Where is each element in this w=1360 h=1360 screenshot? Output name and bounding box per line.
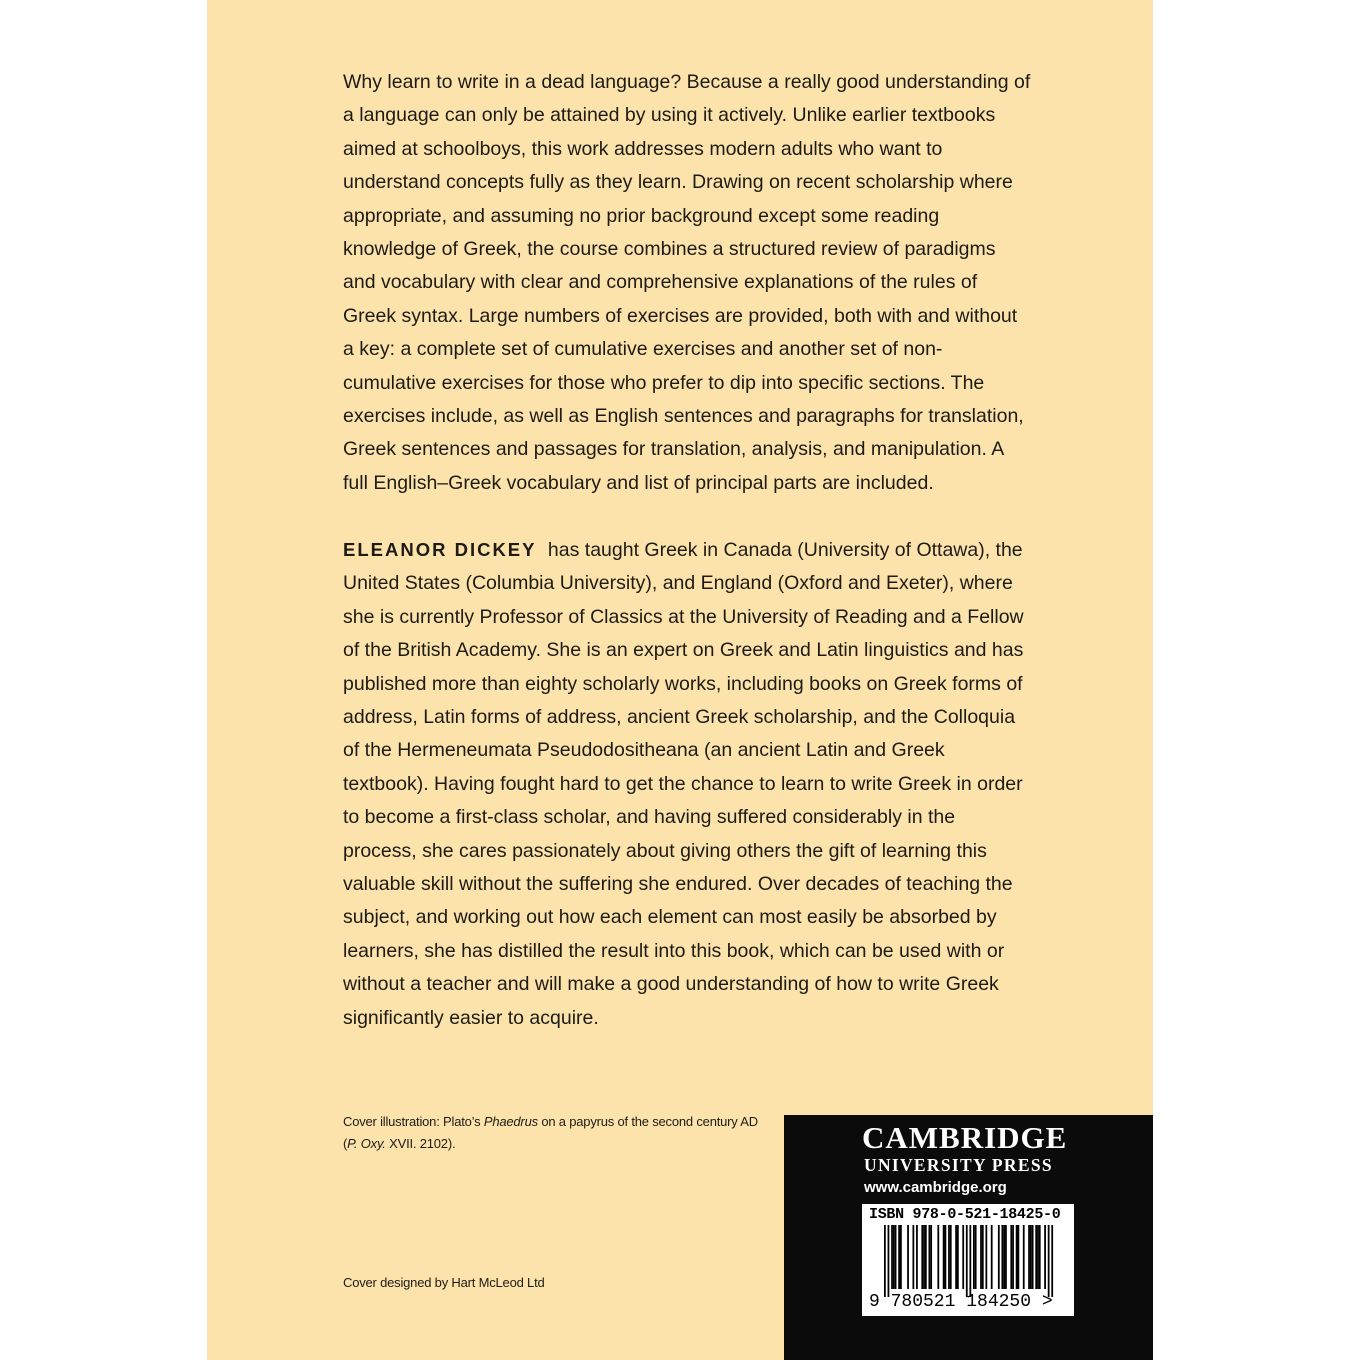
barcode-bar (1005, 1225, 1007, 1289)
barcode-bar (888, 1225, 890, 1297)
barcode-bar (982, 1225, 984, 1289)
barcode-bar (1001, 1225, 1003, 1289)
barcode-bar (948, 1225, 950, 1289)
cover-illustration-credit (343, 1111, 783, 1155)
barcode-bar (980, 1225, 982, 1289)
barcode-bar (900, 1225, 902, 1289)
illustration-ref-open: ( (343, 1136, 348, 1151)
barcode-bar (962, 1225, 964, 1289)
publisher-logo-name: CAMBRIDGE (862, 1120, 1068, 1155)
barcode-bar (884, 1225, 886, 1297)
barcode-bar (921, 1225, 923, 1289)
barcode-bar (1051, 1225, 1053, 1297)
barcode-bar (912, 1225, 914, 1289)
barcode-bar (1010, 1225, 1012, 1289)
barcode-bar (943, 1225, 945, 1289)
barcode-bar (966, 1225, 968, 1297)
barcode-bar (1044, 1225, 1046, 1289)
illustration-work-title: Phaedrus (483, 1114, 538, 1129)
author-bio: has taught Greek in Canada (University of Ottawa), the United States (Columbia University), and England (Oxford and Exeter), where she is currently Professor of Classics at the University of Reading and a Fellow of the British Academy. She is an expert on Greek and Latin linguistics and has published more than eighty scholarly works, including books on Greek forms of address, Latin forms of address, ancient Greek scholarship, and the Colloquia of the Hermeneumata Pseudodositheana (an ancient Latin and Greek textbook). Having fought hard to get the chance to learn to write Greek in order to become a first-class scholar, and having suffered considerably in the process, she cares passionately about giving others the gift of learning this valuable skill without the suffering she endured. Over decades of teaching the subject, and working out how each element can most easily be absorbed by learners, she has distilled the result into this book, which can be used with or without a teacher and will make a good understanding of how to write Greek significantly easier to acquire. (343, 539, 1024, 1029)
barcode-bar (925, 1225, 927, 1289)
publisher-url: www.cambridge.org (864, 1179, 1007, 1196)
barcode-bar (1016, 1225, 1018, 1289)
barcode-bar (929, 1225, 931, 1289)
barcode-bar (1028, 1225, 1030, 1289)
barcode-digits: 9 780521 184250 > (869, 1292, 1053, 1312)
barcode-bar (1003, 1225, 1005, 1289)
publisher-block (784, 1115, 1153, 1360)
illustration-ref-number: XVII. 2102). (385, 1136, 456, 1151)
illustration-credit-source: on a papyrus of the second century AD (537, 1114, 758, 1129)
barcode-bar (1012, 1225, 1014, 1289)
barcode-bar (895, 1225, 897, 1289)
barcode-bar (1023, 1225, 1025, 1289)
barcode-bar (916, 1225, 918, 1289)
barcode-bar (1018, 1225, 1020, 1289)
barcode-bar (893, 1225, 895, 1289)
barcode-bar (973, 1225, 975, 1289)
barcode-bar (898, 1225, 900, 1289)
barcode-bar (975, 1225, 977, 1289)
isbn-label: ISBN 978-0-521-18425-0 (869, 1206, 1061, 1223)
book-description: Why learn to write in a dead language? Because a really good understanding of a language can only be attained by using it actively. Unlike earlier textbooks aimed at schoolboys, this work addresses modern adults who want to understand concepts fully as they learn. Drawing on recent scholarship where appropriate, and assuming no prior background except some reading knowledge of Greek, the course combines a structured review of paradigms and vocabulary with clear and comprehensive explanations of the rules of Greek syntax. Large numbers of exercises are provided, both with and without a key: a complete set of cumulative exercises and another set of non-cumulative exercises for those who prefer to dip into specific sections. The exercises include, as well as English sentences and paragraphs for translation, Greek sentences and passages for translation, analysis, and manipulation. A full English–Greek vocabulary and list of principal parts are included. (343, 71, 1031, 494)
barcode-bar (1032, 1225, 1034, 1289)
barcode-bar (998, 1225, 1000, 1289)
illustration-credit-prefix: Cover illustration: Plato’s (343, 1114, 484, 1129)
barcode-bar (930, 1225, 932, 1289)
barcode-bar (923, 1225, 925, 1289)
barcode-bar (985, 1225, 987, 1289)
author-bio-paragraph (343, 533, 1033, 1035)
author-name: ELEANOR DICKEY (343, 539, 537, 560)
illustration-ref-collection: P. Oxy. (347, 1136, 386, 1151)
barcode (862, 1204, 1074, 1316)
barcode-bar (969, 1225, 971, 1297)
barcode-bar (937, 1225, 939, 1289)
barcode-bar (1035, 1225, 1037, 1289)
barcode-bar (1030, 1225, 1032, 1289)
barcode-bar (945, 1225, 947, 1289)
barcode-bar (955, 1225, 957, 1289)
cover-design-credit: Cover designed by Hart McLeod Ltd (343, 1275, 545, 1290)
barcode-bar (1037, 1225, 1039, 1289)
barcode-bar (957, 1225, 959, 1289)
barcode-bar (991, 1225, 993, 1289)
barcode-bar (1039, 1225, 1041, 1289)
barcode-bar (907, 1225, 909, 1289)
publisher-logo-subtitle: UNIVERSITY PRESS (864, 1155, 1053, 1175)
barcode-bar (891, 1225, 893, 1289)
barcode-bar (950, 1225, 952, 1289)
barcode-bar (1048, 1225, 1050, 1297)
